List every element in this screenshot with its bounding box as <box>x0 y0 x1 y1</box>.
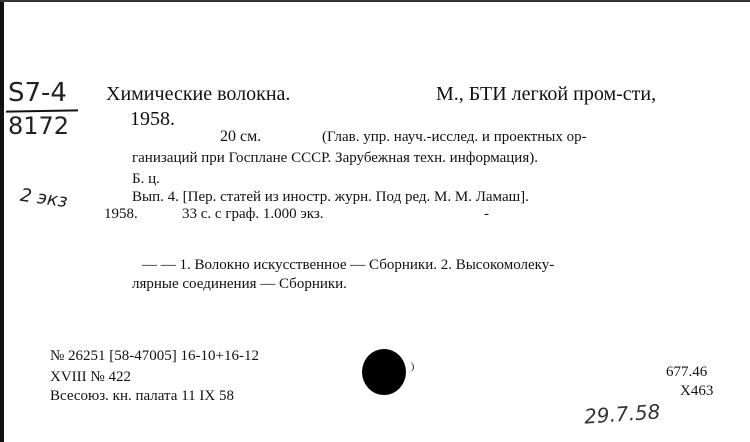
entry-issue-year: 1958. <box>104 206 138 222</box>
entry-series-abbr: Б. ц. <box>132 171 160 187</box>
subjects-line-1: — — 1. Волокно искусственное — Сборники. 2. Высокомолеку- <box>142 257 555 273</box>
entry-imprint: М., БТИ легкой пром-сти, <box>436 83 657 105</box>
entry-year: 1958. <box>130 108 175 130</box>
volume-line: XVIII № 422 <box>50 369 131 385</box>
entry-title: Химические волокна. <box>106 83 291 105</box>
handwritten-date: 29.7.58 <box>583 399 662 429</box>
shelf-mark-bottom: 8172 <box>8 112 70 140</box>
entry-size: 20 см. <box>220 128 262 145</box>
book-chamber-line: Всесоюз. кн. палата 11 IX 58 <box>50 388 234 404</box>
udc-number: 677.46 <box>666 364 708 380</box>
ink-blot-mark <box>405 362 414 372</box>
shelf-mark-top: S7-4 <box>8 78 67 108</box>
ink-blot <box>362 349 406 395</box>
card-left-edge <box>0 0 4 442</box>
subjects-line-2: лярные соединения — Сборники. <box>132 276 347 292</box>
entry-issue: Вып. 4. [Пер. статей из иностр. журн. Под ред. М. М. Ламаш]. <box>132 189 529 205</box>
classification-code: Х463 <box>680 383 714 399</box>
entry-pages: 33 с. с граф. 1.000 экз. <box>182 206 324 222</box>
entry-series-cont: ганизаций при Госплане СССР. Зарубежная техн. информация). <box>132 150 538 166</box>
card-number-line: № 26251 [58-47005] 16-10+16-12 <box>50 348 259 364</box>
copies-note: 2 экз <box>18 184 69 213</box>
entry-dash: - <box>484 206 489 222</box>
entry-series-open: (Глав. упр. науч.-исслед. и проектных ор- <box>322 129 587 145</box>
card-top-edge <box>0 0 750 2</box>
